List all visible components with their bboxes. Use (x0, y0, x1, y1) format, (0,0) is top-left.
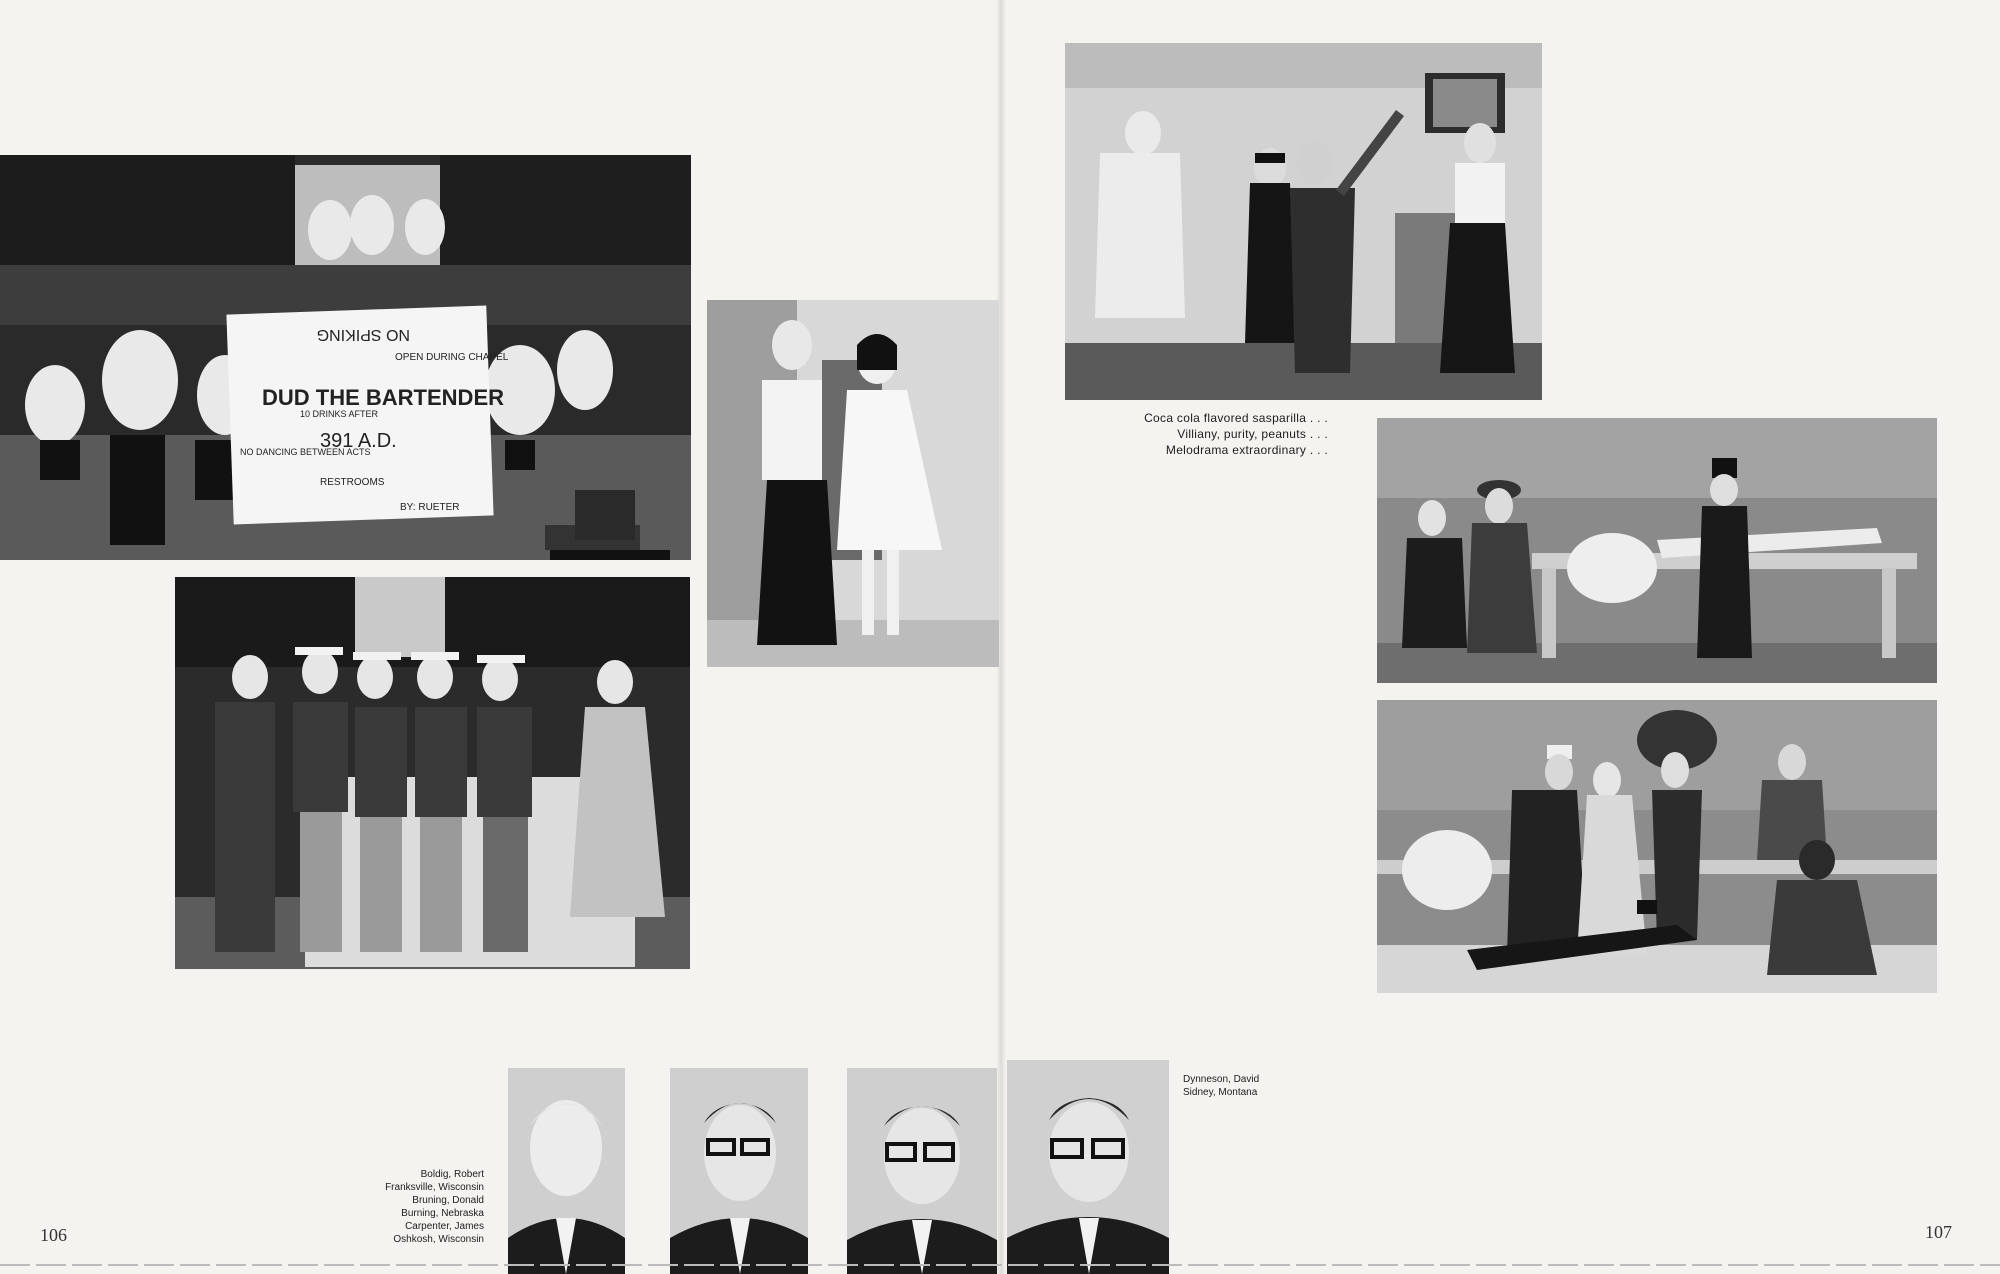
photo-bartender-scene (0, 155, 691, 560)
portrait-carpenter (847, 1068, 997, 1274)
portrait-boldig (508, 1068, 625, 1274)
page-number-left: 106 (40, 1225, 67, 1245)
caption-line: Melodrama extraordinary . . . (1165, 443, 1328, 457)
name-line: Carpenter, James (405, 1221, 484, 1232)
name-line: Bruning, Donald (412, 1195, 484, 1206)
sign-text-no-spiking: NO SPIKING (316, 326, 410, 343)
portrait-names-right (1183, 1073, 1313, 1099)
sign-text-chapel: OPEN DURING CHAPEL (395, 352, 509, 363)
photo-sawmill-scene (1377, 418, 1937, 683)
sign-text-by: BY: RUETER (400, 502, 460, 513)
melodrama-caption (1100, 410, 1328, 458)
page-number-right: 107 (1925, 1222, 1952, 1242)
sign-text-dud: DUD THE BARTENDER (262, 385, 504, 410)
name-line: Sidney, Montana (1183, 1087, 1258, 1098)
name-line: Franksville, Wisconsin (385, 1182, 484, 1193)
sign-text-year: 391 A.D. (320, 430, 397, 452)
name-line: Boldig, Robert (420, 1169, 484, 1180)
portrait-names-left (360, 1168, 484, 1246)
bottom-edge-rule (0, 1264, 2000, 1266)
name-line: Dynneson, David (1183, 1074, 1260, 1085)
caption-line: Coca cola flavored sasparilla . . . (1144, 411, 1328, 425)
photo-two-women (707, 300, 999, 667)
sign-text-no-dancing: NO DANCING BETWEEN ACTS (240, 447, 371, 457)
sign-text-restrooms: RESTROOMS (320, 477, 385, 488)
photo-melodrama-pointing (1065, 43, 1542, 400)
caption-line: Villiany, purity, peanuts . . . (1177, 427, 1328, 441)
sign-text-drinks: 10 DRINKS AFTER (300, 409, 379, 419)
name-line: Oshkosh, Wisconsin (393, 1234, 484, 1245)
name-line: Burning, Nebraska (401, 1208, 484, 1219)
photo-chorus-line (175, 577, 690, 969)
portrait-bruning (670, 1068, 808, 1274)
photo-rescue-scene (1377, 700, 1937, 993)
portrait-dynneson (1007, 1060, 1169, 1274)
